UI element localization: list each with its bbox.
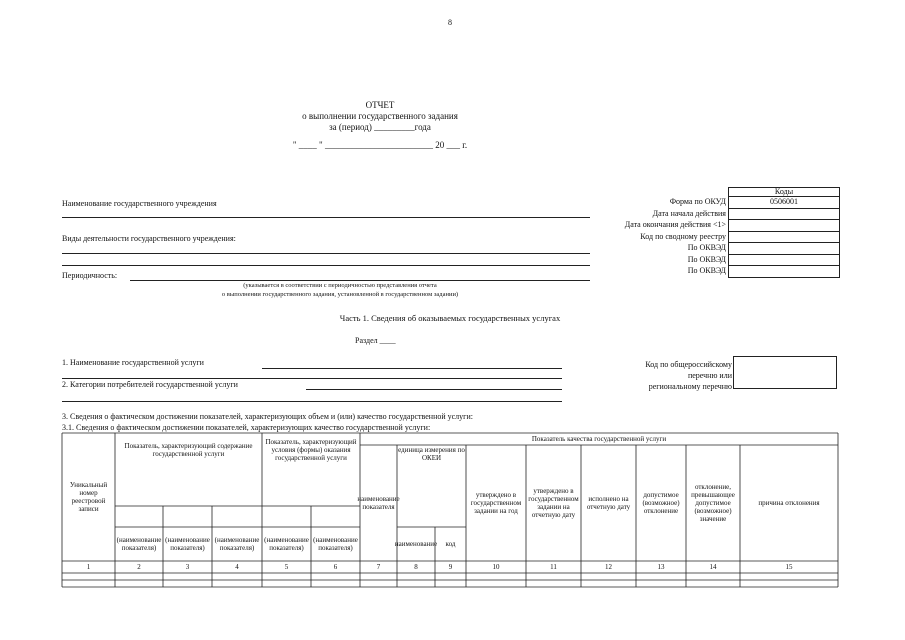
header-unique-number: Уникальный номер реестровой записи xyxy=(69,481,108,513)
header-approved-year: утверждено в государственном задании на год xyxy=(470,491,522,515)
codes-row-label: По ОКВЭД xyxy=(687,243,726,252)
item31-text: 3.1. Сведения о фактическом достижении показателей, характеризующих качество государственной услуги: xyxy=(62,423,431,432)
header-quality-indicator: Показатель качества государственной услуги xyxy=(531,435,667,443)
column-number: 9 xyxy=(448,563,453,571)
header-unit: единица измерения по ОКЕИ xyxy=(398,446,465,462)
header-sub-indicator-name: (наименование показателя) xyxy=(214,536,260,552)
column-number: 12 xyxy=(605,563,612,571)
column-number: 8 xyxy=(414,563,418,571)
column-number: 11 xyxy=(550,563,557,571)
column-number: 10 xyxy=(492,563,500,571)
codes-row-label: По ОКВЭД xyxy=(687,254,726,264)
report-period: за (период) _________года xyxy=(329,122,431,132)
registry-code-label: Код по общероссийскому перечню или региональному перечню xyxy=(645,360,732,391)
service-name-label: 1. Наименование государственной услуги xyxy=(62,358,204,367)
column-number: 1 xyxy=(86,563,91,571)
header-unit-name: наименование xyxy=(394,540,438,548)
column-number: 13 xyxy=(657,563,665,571)
column-number: 5 xyxy=(284,563,289,571)
column-number: 7 xyxy=(376,563,381,571)
report-subtitle: о выполнении государственного задания xyxy=(302,111,458,121)
codes-header: Коды xyxy=(728,187,840,197)
periodicity-note: (указывается в соответствии с периодичностью представления отчета о выполнении государственного задания, установленной в государственном задании) xyxy=(221,282,459,298)
header-sub-indicator-name: (наименование показателя) xyxy=(264,536,309,552)
column-number: 14 xyxy=(709,563,717,571)
consumers-label: 2. Категории потребителей государственной услуги xyxy=(62,380,238,389)
codes-row-label: По ОКВЭД xyxy=(687,266,726,275)
column-number: 4 xyxy=(235,563,239,571)
section-label: Раздел ____ xyxy=(355,336,396,345)
header-content-indicator: Показатель, характеризующий содержание государственной услуги xyxy=(124,442,253,458)
institution-name-label: Наименование государственного учреждения xyxy=(62,199,217,208)
header-allowed-deviation: допустимое (возможное) отклонение xyxy=(642,491,680,515)
header-conditions-indicator: Показатель, характеризующий условия (формы) оказания государственной услуги xyxy=(265,438,357,462)
column-number: 3 xyxy=(185,563,190,571)
page-number: 8 xyxy=(448,18,452,27)
header-indicator-name: наименование показателя xyxy=(357,495,400,511)
column-number: 15 xyxy=(785,563,793,571)
column-number: 6 xyxy=(333,563,338,571)
header-executed: исполнено на отчетную дату xyxy=(586,495,631,511)
header-sub-indicator-name: (наименование показателя) xyxy=(165,536,210,552)
header-approved-date: утверждено в государственном задании на отчетную дату xyxy=(528,487,579,519)
report-date-line: " ____ " ________________________ 20 ___ г. xyxy=(292,140,468,150)
item3-text: 3. Сведения о фактическом достижении показателей, характеризующих объем и (или) качество государственной услуги: xyxy=(62,412,473,421)
codes-row-label: Форма по ОКУД xyxy=(669,197,726,206)
header-reason: причина отклонения xyxy=(758,499,820,507)
part1-title: Часть 1. Сведения об оказываемых государственных услугах xyxy=(339,313,561,323)
header-sub-indicator-name: (наименование показателя) xyxy=(116,536,162,552)
header-sub-indicator-name: (наименование показателя) xyxy=(313,536,358,552)
codes-row-label: Дата начала действия xyxy=(652,208,726,218)
codes-row-label: Код по сводному реестру xyxy=(640,231,726,241)
report-title: ОТЧЕТ xyxy=(365,100,395,110)
header-exceeding-deviation: отклонение, превышающее допустимое (возможное) значение xyxy=(691,483,735,523)
codes-row-label: Дата окончания действия <1> xyxy=(624,220,726,229)
column-number: 2 xyxy=(137,563,141,571)
periodicity-label: Периодичность: xyxy=(62,271,118,280)
header-unit-code: код xyxy=(445,540,456,548)
codes-row-value: 0506001 xyxy=(728,196,840,209)
activities-label: Виды деятельности государственного учреждения: xyxy=(62,234,236,243)
